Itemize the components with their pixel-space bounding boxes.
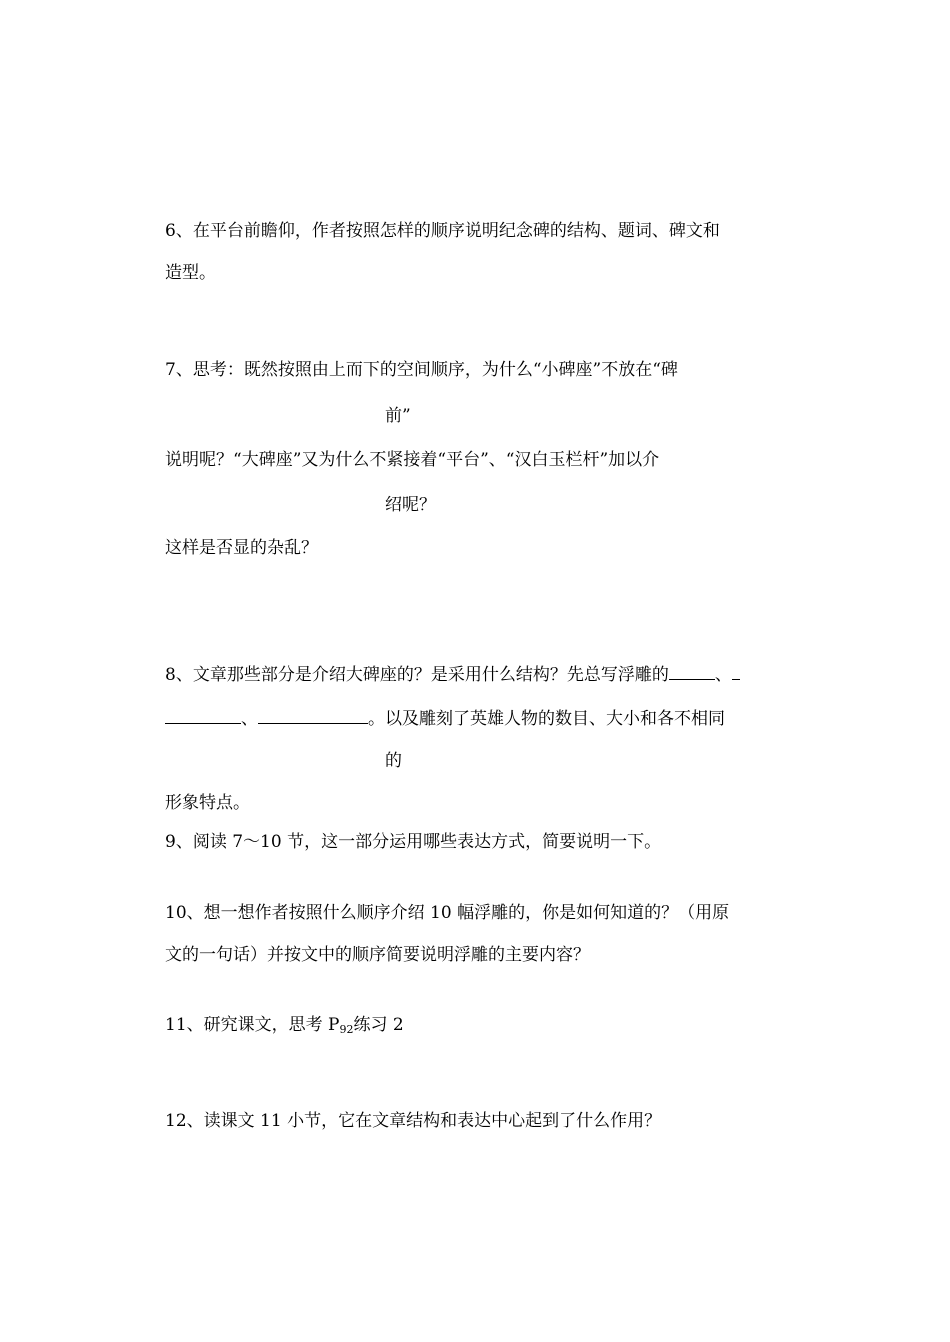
q11-page-number: 92 [339, 1023, 354, 1036]
q12-line-1: 12、读课文 11 小节，它在文章结构和表达中心起到了什么作用？ [165, 1111, 662, 1131]
q8-line-1-text: 8、文章那些部分是介绍大碑座的？是采用什么结构？先总写浮雕的 [165, 665, 669, 685]
q7-line-4: 绍呢？ [385, 495, 436, 515]
q10-line-2: 文的一句话）并按文中的顺序简要说明浮雕的主要内容？ [165, 945, 590, 965]
q8-line-2 [165, 705, 725, 731]
q10-line-1: 10、想一想作者按照什么顺序介绍 10 幅浮雕的，你是如何知道的？（用原 [165, 903, 730, 923]
answer-blank-3[interactable] [258, 705, 368, 724]
q8-line-2-text: 。以及雕刻了英雄人物的数目、大小和各不相同 [368, 709, 725, 729]
q11-suffix: 练习 2 [353, 1015, 404, 1035]
q8-line-1 [165, 661, 740, 687]
q11-line-1 [165, 1013, 404, 1042]
q6-line-2: 造型。 [165, 263, 216, 283]
q8-line-4: 形象特点。 [165, 793, 250, 813]
q7-line-2: 前” [385, 406, 411, 426]
q9-line-1: 9、阅读 7～10 节，这一部分运用哪些表达方式，简要说明一下。 [165, 832, 662, 852]
q8-separator-1: 、 [714, 665, 732, 685]
answer-blank-1-tail[interactable] [732, 661, 740, 680]
q7-line-5: 这样是否显的杂乱？ [165, 538, 318, 558]
answer-blank-2[interactable] [165, 705, 241, 724]
q8-line-3: 的 [385, 751, 402, 771]
answer-blank-1[interactable] [669, 661, 715, 680]
q7-line-1: 7、思考：既然按照由上而下的空间顺序，为什么“小碑座”不放在“碑 [165, 360, 678, 380]
q11-prefix: 11、研究课文，思考 P [165, 1015, 340, 1035]
q7-line-3: 说明呢？“大碑座”又为什么不紧接着“平台”、“汉白玉栏杆”加以介 [165, 450, 660, 470]
q8-separator-2: 、 [241, 709, 258, 729]
q6-line-1: 6、在平台前瞻仰，作者按照怎样的顺序说明纪念碑的结构、题词、碑文和 [165, 221, 720, 241]
